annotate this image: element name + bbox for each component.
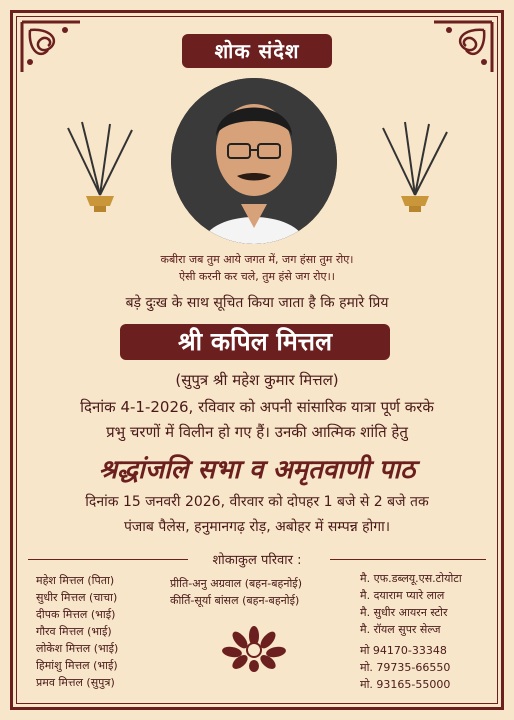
corner-ornament-icon (424, 20, 494, 80)
son-of-text: (सुपुत्र श्री महेश कुमार मित्तल) (175, 371, 339, 389)
list-item: दीपक मित्तल (भाई) (36, 608, 116, 621)
corner-ornament-icon (20, 20, 90, 80)
verse-line: कबीरा जब तुम आये जगत में, जग हंसा तुम रोए। (160, 253, 354, 266)
list-item: मै. एफ.डब्लयू.एस.टोयोटा (360, 572, 462, 585)
list-item: गौरव मित्तल (भाई) (36, 625, 112, 638)
list-item: प्रमव मित्तल (सुपुत्र) (36, 676, 115, 689)
incense-icon (375, 120, 455, 220)
family-members-list (36, 572, 118, 691)
list-item: मै. दयाराम प्यारे लाल (360, 589, 445, 602)
relatives-list (170, 575, 302, 609)
incense-icon (60, 120, 140, 220)
list-item: कीर्ति-सूर्या बांसल (बहन-बहनोई) (170, 594, 300, 607)
verse-line: ऐसी करनी कर चले, तुम हंसे जग रोए।। (179, 270, 335, 283)
deceased-name: श्री कपिल मित्तल (120, 324, 390, 360)
list-item: सुधीर मित्तल (चाचा) (36, 591, 118, 604)
list-item: महेश मित्तल (पिता) (36, 574, 115, 587)
event-title: श्रद्धांजलि सभा व अमृतवाणी पाठ (98, 455, 416, 485)
list-item: हिमांशु मित्तल (भाई) (36, 659, 118, 672)
firms-list (360, 570, 462, 693)
event-date-line: दिनांक 15 जनवरी 2026, वीरवार को दोपहर 1 बजे से 2 बजे तक (85, 494, 429, 510)
family-heading: शोकाकुल परिवार : (212, 553, 302, 568)
message-line: दिनांक 4-1-2026, रविवार को अपनी सांसारिक यात्रा पूर्ण करके (80, 398, 434, 416)
list-item: लोकेश मित्तल (भाई) (36, 642, 119, 655)
portrait-photo (171, 78, 337, 244)
list-item: प्रीति-अनु अग्रवाल (बहन-बहनोई) (170, 577, 302, 590)
message-line: प्रभु चरणों में विलीन हो गए हैं। उनकी आत्मिक शांति हेतु (106, 423, 408, 441)
flower-ornament-icon (218, 626, 290, 672)
event-venue-line: पंजाब पैलेस, हनुमानगढ़ रोड़, अबोहर में सम्पन्न होगा। (123, 519, 391, 535)
phone-item: मो 94170-33348 (360, 644, 447, 657)
divider (330, 559, 486, 560)
page-title: शोक संदेश (182, 34, 332, 68)
list-item: मै. रॉयल सुपर सेल्ज (360, 623, 441, 636)
intro-text: बड़े दुःख के साथ सूचित किया जाता है कि हमारे प्रिय (125, 295, 389, 311)
list-item: मै. सुधीर आयरन स्टोर (360, 606, 448, 619)
phone-item: मो. 79735-66550 (360, 661, 451, 674)
phone-item: मो. 93165-55000 (360, 678, 451, 691)
